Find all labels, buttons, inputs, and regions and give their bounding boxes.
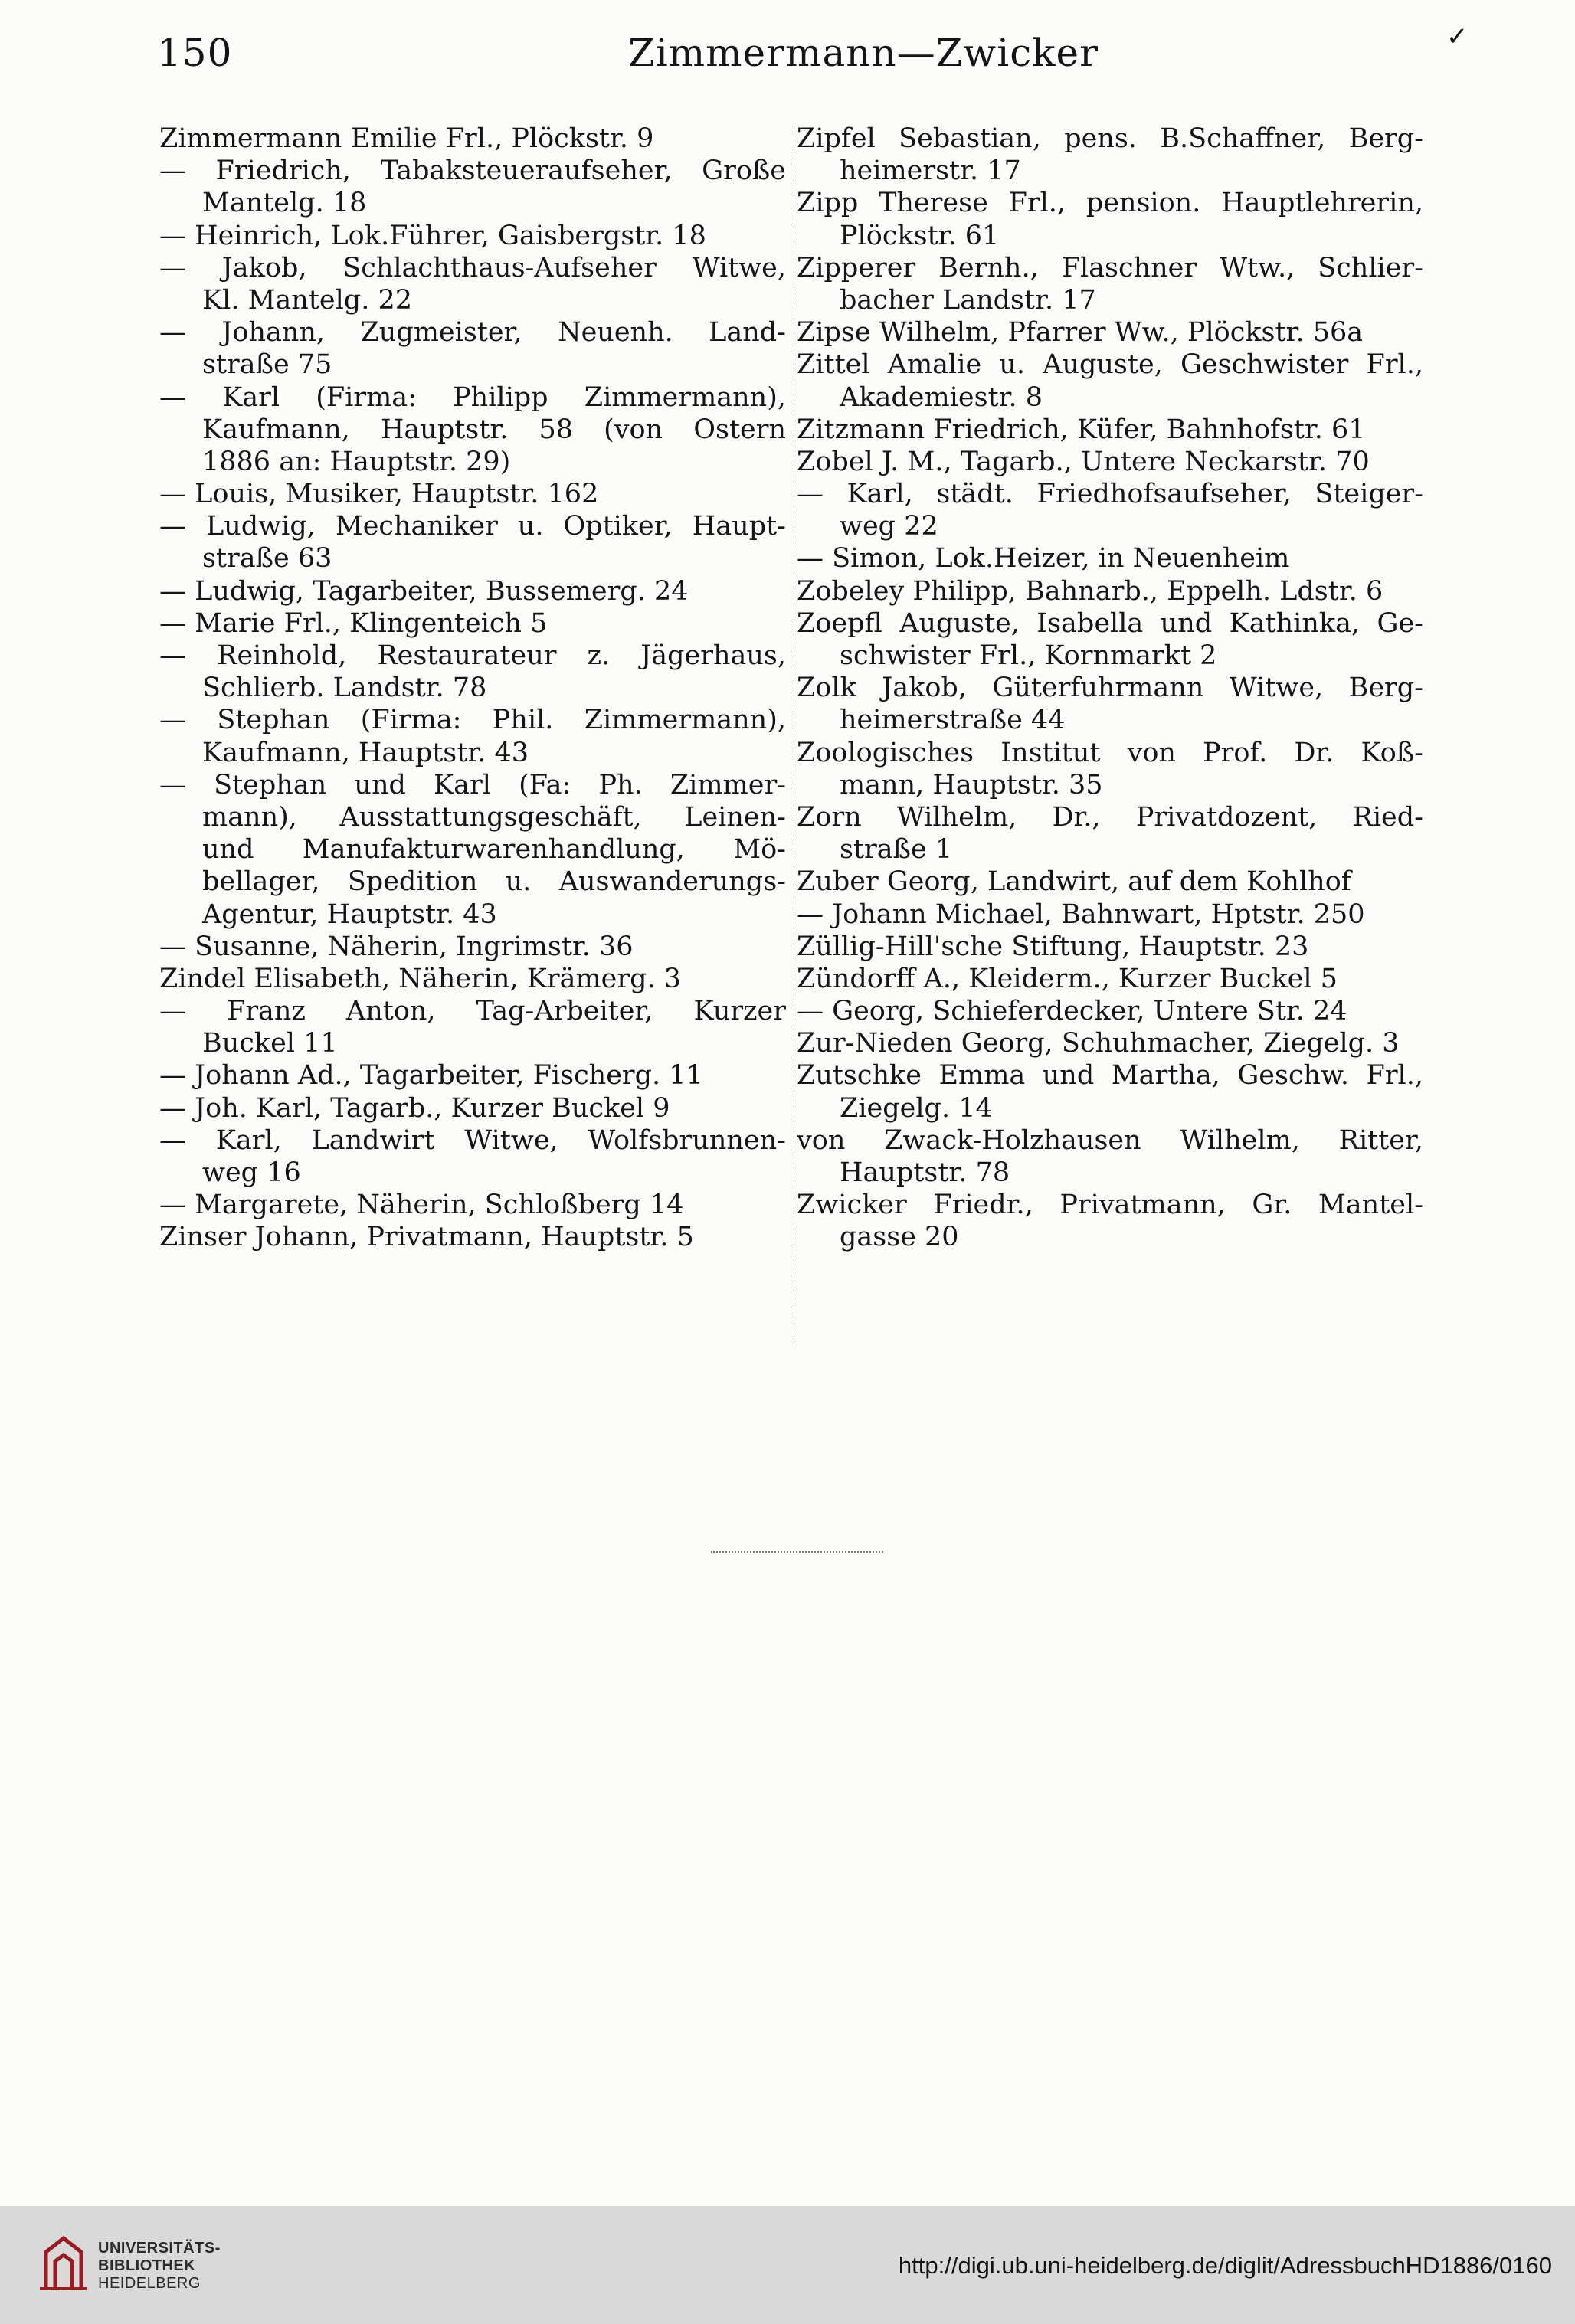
directory-entry	[797, 349, 1423, 413]
directory-entry	[159, 1092, 786, 1124]
entry-line: — Louis, Musiker, Hauptstr. 162	[159, 479, 599, 510]
entry-line: Zipse Wilhelm, Pfarrer Ww., Plöckstr. 56a	[797, 317, 1364, 349]
directory-entry	[797, 187, 1423, 251]
entry-continuation-line: mann, Hauptstr. 35	[840, 769, 1103, 800]
entry-line: — Karl, Landwirt Witwe, Wolfsbrunnen-	[159, 1124, 786, 1156]
directory-entry	[159, 1124, 786, 1189]
entry-continuation-line: Plöckstr. 61	[840, 220, 1000, 251]
entry-line: — Stephan und Karl (Fa: Ph. Zimmer-	[159, 769, 786, 800]
entry-line: — Jakob, Schlachthaus-Aufseher Witwe,	[159, 252, 786, 283]
entry-line: — Ludwig, Tagarbeiter, Bussemerg. 24	[159, 575, 689, 607]
page-number: 150	[157, 31, 233, 75]
running-head: Zimmermann—Zwicker	[628, 31, 1099, 75]
directory-entry	[159, 316, 786, 381]
entry-line: Zittel Amalie u. Auguste, Geschwister Frl.,	[797, 349, 1423, 381]
entry-line: — Johann, Zugmeister, Neuenh. Land-	[159, 317, 786, 349]
entry-continuation-line: heimerstr. 17	[840, 155, 1021, 187]
entry-continuation-line: mann), Ausstattungsgeschäft, Leinen-	[202, 801, 786, 833]
entry-continuation-line: weg 22	[840, 511, 938, 542]
directory-entry	[797, 316, 1423, 349]
entry-line: Züllig-Hill'sche Stiftung, Hauptstr. 23	[797, 931, 1309, 962]
source-url-link[interactable]: http://digi.ub.uni-heidelberg.de/diglit/AdressbuchHD1886/0160	[898, 2252, 1552, 2279]
entry-line: — Simon, Lok.Heizer, in Neuenheim	[797, 543, 1290, 574]
entry-continuation-line: heimerstraße 44	[840, 705, 1066, 736]
directory-entry	[797, 963, 1423, 995]
directory-entry	[159, 931, 786, 963]
directory-entry	[797, 737, 1423, 801]
entry-line: Zipp Therese Frl., pension. Hauptlehrerin,	[797, 188, 1423, 219]
directory-entry	[797, 931, 1423, 963]
entry-line: Zindel Elisabeth, Näherin, Krämerg. 3	[159, 963, 681, 994]
entry-continuation-line: und Manufakturwarenhandlung, Mö-	[202, 834, 786, 866]
entry-line: Zitzmann Friedrich, Küfer, Bahnhofstr. 61	[797, 414, 1366, 445]
directory-entry	[159, 607, 786, 640]
entry-continuation-line: Kl. Mantelg. 22	[202, 284, 413, 316]
directory-entry	[797, 1059, 1423, 1124]
entry-line: — Reinhold, Restaurateur z. Jägerhaus,	[159, 640, 786, 671]
entry-continuation-line: Kaufmann, Hauptstr. 43	[202, 737, 529, 768]
library-name	[98, 2240, 221, 2293]
entry-line: — Heinrich, Lok.Führer, Gaisbergstr. 18	[159, 220, 706, 251]
directory-entry	[797, 575, 1423, 607]
entry-line: — Joh. Karl, Tagarb., Kurzer Buckel 9	[159, 1092, 670, 1124]
entry-line: Zobel J. M., Tagarb., Untere Neckarstr. 70	[797, 446, 1370, 477]
directory-entry	[797, 1027, 1423, 1059]
entry-continuation-line: Kaufmann, Hauptstr. 58 (von Ostern	[202, 414, 786, 445]
directory-entry	[159, 510, 786, 574]
entry-line: — Friedrich, Tabaksteueraufseher, Große	[159, 155, 786, 187]
entry-continuation-line: straße 1	[840, 834, 953, 866]
footer-bar	[0, 2206, 1575, 2324]
entry-line: — Susanne, Näherin, Ingrimstr. 36	[159, 931, 634, 962]
entry-continuation-line: Agentur, Hauptstr. 43	[202, 899, 497, 930]
directory-entry	[159, 220, 786, 252]
entry-line: Zoologisches Institut von Prof. Dr. Koß-	[797, 737, 1423, 768]
directory-entry	[797, 607, 1423, 672]
entry-line: — Karl, städt. Friedhofsaufseher, Steiger-	[797, 479, 1423, 510]
entry-line: Zoepfl Auguste, Isabella und Kathinka, Ge-	[797, 607, 1423, 639]
entry-continuation-line: Schlierb. Landstr. 78	[202, 673, 487, 704]
library-name-line1: UNIVERSITÄTS-	[98, 2240, 221, 2257]
entry-line: Zimmermann Emilie Frl., Plöckstr. 9	[159, 123, 654, 154]
entry-line: Zutschke Emma und Martha, Geschw. Frl.,	[797, 1060, 1423, 1092]
entry-line: — Marie Frl., Klingenteich 5	[159, 607, 548, 639]
directory-entry	[797, 252, 1423, 316]
entry-continuation-line: straße 63	[202, 543, 332, 574]
entry-continuation-line: Buckel 11	[202, 1028, 338, 1059]
directory-entry	[797, 1124, 1423, 1189]
entry-continuation-line: Ziegelg. 14	[840, 1092, 993, 1124]
entry-line: — Franz Anton, Tag-Arbeiter, Kurzer	[159, 996, 786, 1027]
entry-line: — Johann Ad., Tagarbeiter, Fischerg. 11	[159, 1060, 703, 1092]
directory-entry	[797, 123, 1423, 187]
directory-entry	[797, 995, 1423, 1027]
entry-line: — Karl (Firma: Philipp Zimmermann),	[159, 381, 786, 413]
entry-line: — Stephan (Firma: Phil. Zimmermann),	[159, 705, 786, 736]
directory-entry	[159, 640, 786, 704]
directory-entry	[159, 1059, 786, 1092]
library-name-line3: HEIDELBERG	[98, 2275, 201, 2292]
directory-entry	[159, 478, 786, 510]
entry-line: — Georg, Schieferdecker, Untere Str. 24	[797, 996, 1347, 1027]
entry-line: Zipperer Bernh., Flaschner Wtw., Schlier-	[797, 252, 1423, 283]
directory-entry	[159, 252, 786, 316]
entry-continuation-line: gasse 20	[840, 1222, 959, 1253]
entry-line: Zobeley Philipp, Bahnarb., Eppelh. Ldstr. 6	[797, 575, 1383, 607]
entry-line: Zuber Georg, Landwirt, auf dem Kohlhof	[797, 866, 1351, 898]
directory-entry	[159, 155, 786, 219]
entry-continuation-line: schwister Frl., Kornmarkt 2	[840, 640, 1217, 671]
corner-mark: ✓	[1446, 21, 1469, 52]
entry-line: Zipfel Sebastian, pens. B.Schaffner, Berg-	[797, 123, 1423, 154]
directory-entry	[159, 123, 786, 155]
entry-continuation-line: Mantelg. 18	[202, 188, 367, 219]
directory-entry	[159, 1221, 786, 1253]
directory-entry	[797, 899, 1423, 931]
entry-continuation-line: Akademiestr. 8	[840, 381, 1043, 413]
directory-entry	[797, 1189, 1423, 1253]
directory-entry	[797, 542, 1423, 574]
entry-continuation-line: bacher Landstr. 17	[840, 284, 1096, 316]
entry-line: — Ludwig, Mechaniker u. Optiker, Haupt-	[159, 511, 786, 542]
directory-entry	[159, 1189, 786, 1221]
right-column	[797, 123, 1423, 1254]
entry-line: — Margarete, Näherin, Schloßberg 14	[159, 1190, 684, 1221]
entry-line: Zündorff A., Kleiderm., Kurzer Buckel 5	[797, 963, 1338, 994]
entry-line: — Johann Michael, Bahnwart, Hptstr. 250	[797, 899, 1365, 930]
directory-entry	[797, 414, 1423, 446]
directory-entry	[159, 381, 786, 479]
entry-line: Zwicker Friedr., Privatmann, Gr. Mantel-	[797, 1190, 1423, 1221]
directory-entry	[797, 866, 1423, 898]
university-library-logo-icon	[40, 2234, 87, 2292]
entry-continuation-line: bellager, Spedition u. Auswanderungs-	[202, 866, 786, 898]
entry-line: von Zwack-Holzhausen Wilhelm, Ritter,	[797, 1124, 1423, 1156]
directory-entry	[159, 575, 786, 607]
entry-line: Zorn Wilhelm, Dr., Privatdozent, Ried-	[797, 801, 1423, 833]
left-column	[159, 123, 786, 1254]
directory-entry	[159, 995, 786, 1059]
directory-entry	[159, 704, 786, 768]
entry-line: Zinser Johann, Privatmann, Hauptstr. 5	[159, 1222, 694, 1253]
entry-continuation-line: straße 75	[202, 349, 332, 381]
directory-entry	[159, 769, 786, 931]
directory-entry	[797, 672, 1423, 736]
entry-line: Zur-Nieden Georg, Schuhmacher, Ziegelg. 3	[797, 1028, 1400, 1059]
directory-entry	[159, 963, 786, 995]
entry-continuation-line: Hauptstr. 78	[840, 1157, 1010, 1188]
entry-continuation-line: 1886 an: Hauptstr. 29)	[202, 446, 511, 477]
library-name-line2: BIBLIOTHEK	[98, 2257, 196, 2274]
entry-continuation-line: weg 16	[202, 1157, 301, 1188]
directory-entry	[797, 478, 1423, 542]
end-rule	[711, 1551, 883, 1553]
entry-line: Zolk Jakob, Güterfuhrmann Witwe, Berg-	[797, 673, 1423, 704]
directory-entry	[797, 446, 1423, 478]
directory-entry	[797, 801, 1423, 866]
